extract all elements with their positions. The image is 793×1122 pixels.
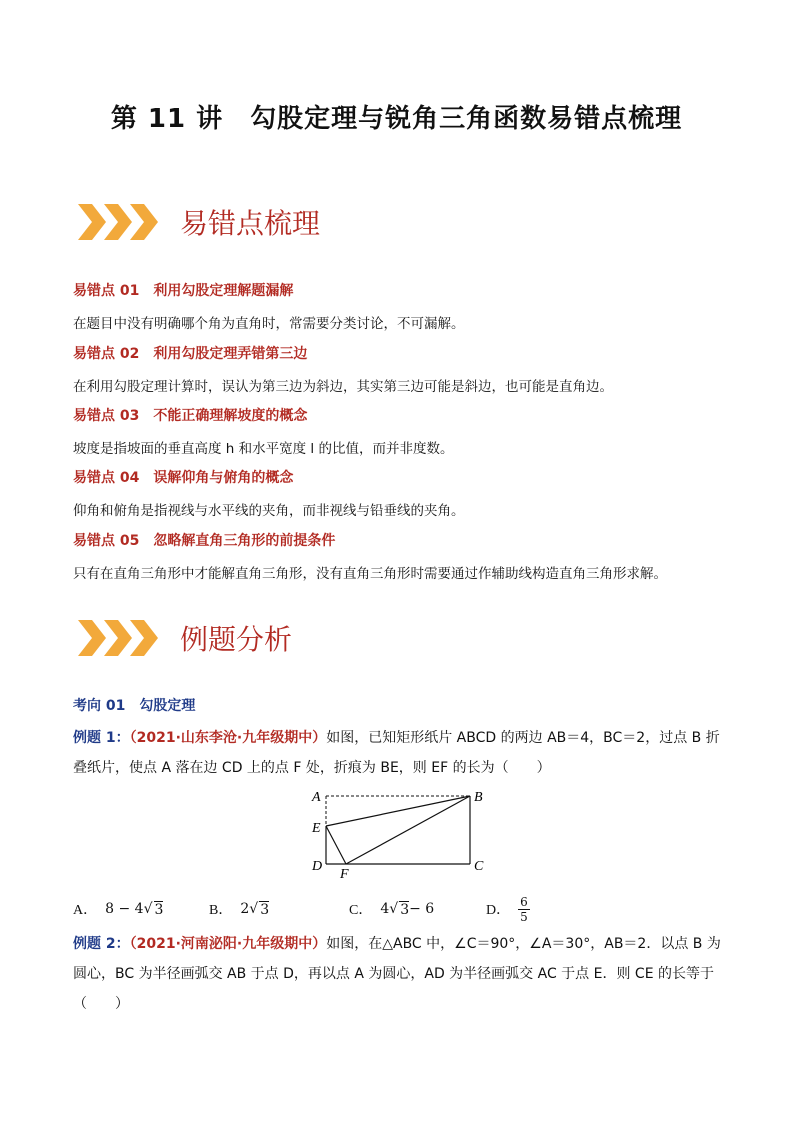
- example-2-label: 例题 2：: [73, 936, 130, 952]
- example-2-text: 如图，在△ABC 中，∠C＝90°，∠A＝30°，AB＝2．以点 B 为圆心，BC 为半径画弧交 AB 于点 D，再以点 A 为圆心，AD 为半径画弧交 AC 于点 E．则 CE 的长等于（ ）: [73, 936, 721, 1012]
- figure-label-c: C: [474, 859, 484, 874]
- example-1: [73, 723, 723, 783]
- example-2: [73, 929, 723, 1019]
- choice-c-after: − 6: [409, 901, 435, 917]
- choice-d-denominator: 5: [520, 909, 528, 924]
- sqrt-symbol: √: [389, 901, 399, 917]
- section-header-examples: [78, 614, 292, 662]
- section-title-examples: 例题分析: [180, 623, 293, 656]
- triple-chevron-icon: [78, 618, 160, 658]
- choice-d-letter: D．: [486, 903, 511, 918]
- mistake-title-04: 易错点 04 误解仰角与俯角的概念: [73, 470, 294, 486]
- choice-b-letter: B．: [209, 903, 233, 918]
- sqrt-symbol: √: [143, 901, 153, 917]
- choice-a-radicand: 3: [154, 901, 164, 918]
- page-title: 第 11 讲 勾股定理与锐角三角函数易错点梳理: [110, 104, 683, 134]
- mistake-body-05: 只有在直角三角形中才能解直角三角形，没有直角三角形时需要通过作辅助线构造直角三角形求解。: [73, 566, 667, 582]
- choice-a-letter: A．: [73, 903, 98, 918]
- figure-label-b: B: [474, 790, 483, 805]
- mistake-title-02: 易错点 02 利用勾股定理弄错第三边: [73, 346, 308, 362]
- choice-c-before: 4: [380, 901, 390, 917]
- choice-c-letter: C．: [349, 903, 373, 918]
- choice-a-before: 8 − 4: [105, 901, 144, 917]
- figure-label-e: E: [312, 821, 321, 836]
- section-header-mistakes: [78, 198, 320, 246]
- choice-c[interactable]: [349, 892, 434, 926]
- example-1-choices: [73, 892, 633, 926]
- mistake-title-03: 易错点 03 不能正确理解坡度的概念: [73, 408, 308, 424]
- example-1-source: （2021·山东李沧·九年级期中）: [129, 730, 327, 746]
- choice-b-radicand: 3: [260, 901, 270, 918]
- mistake-body-03: 坡度是指坡面的垂直高度 h 和水平宽度 l 的比值，而并非度数。: [73, 441, 454, 457]
- choice-b-before: 2: [240, 901, 250, 917]
- mistake-body-02: 在利用勾股定理计算时，误认为第三边为斜边，其实第三边可能是斜边，也可能是直角边。: [73, 379, 613, 395]
- mistake-body-01: 在题目中没有明确哪个角为直角时，常需要分类讨论，不可漏解。: [73, 316, 465, 332]
- example-1-text: 如图，已知矩形纸片 ABCD 的两边 AB＝4，BC＝2，过点 B 折叠纸片，使点 A 落在边 CD 上的点 F 处，折痕为 BE，则 EF 的长为（ ）: [73, 730, 720, 776]
- example-2-source: （2021·河南泌阳·九年级期中）: [129, 936, 327, 952]
- choice-b[interactable]: [209, 892, 269, 926]
- triple-chevron-icon: [78, 202, 160, 242]
- figure-label-a: A: [312, 790, 321, 805]
- figure-label-d: D: [312, 859, 323, 874]
- choice-c-radicand: 3: [400, 901, 410, 918]
- section-title-mistakes: 易错点梳理: [180, 207, 321, 240]
- mistake-title-05: 易错点 05 忽略解直角三角形的前提条件: [73, 533, 336, 549]
- example-1-label: 例题 1：: [73, 730, 130, 746]
- mistake-title-01: 易错点 01 利用勾股定理解题漏解: [73, 283, 294, 299]
- choice-d-fraction: [518, 895, 530, 924]
- choice-d[interactable]: [486, 892, 530, 926]
- mistake-body-04: 仰角和俯角是指视线与水平线的夹角，而非视线与铅垂线的夹角。: [73, 503, 465, 519]
- figure-label-f: F: [340, 867, 349, 880]
- choice-d-numerator: 6: [520, 894, 528, 909]
- sqrt-symbol: √: [249, 901, 259, 917]
- rectangle-fold-figure: [300, 788, 500, 880]
- choice-a[interactable]: [73, 892, 163, 926]
- direction-title: 考向 01 勾股定理: [73, 698, 196, 714]
